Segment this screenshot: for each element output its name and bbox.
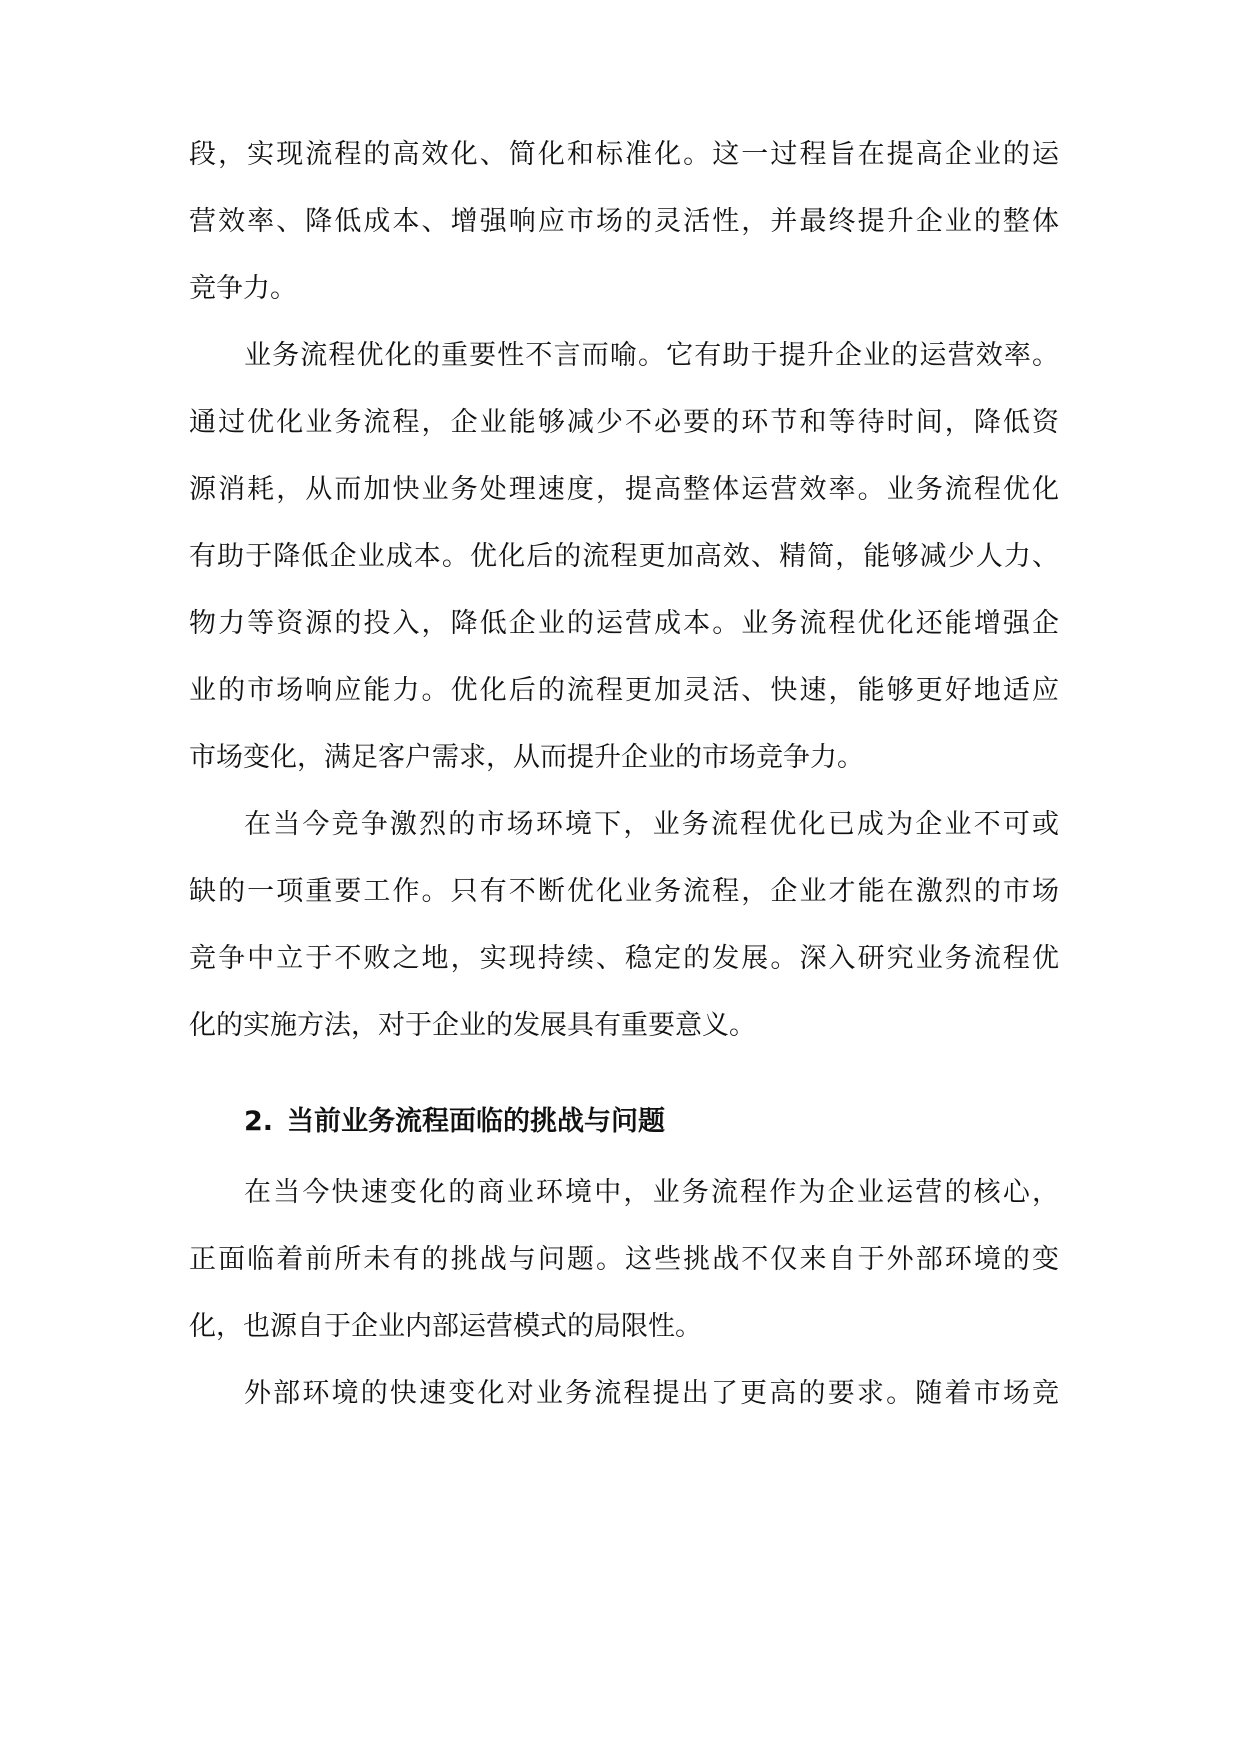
section-paragraph-1-line-1: 在当今快速变化的商业环境中，业务流程作为企业运营的核心， [244, 1177, 1059, 1208]
paragraph-3-line-1: 在当今竞争激烈的市场环境下，业务流程优化已成为企业不可或 [244, 809, 1059, 840]
paragraph-1-line-1: 段，实现流程的高效化、简化和标准化。这一过程旨在提高企业的运 [189, 139, 1059, 170]
paragraph-1-line-3: 竞争力。 [189, 273, 297, 304]
paragraph-2-line-3: 源消耗，从而加快业务处理速度，提高整体运营效率。业务流程优化 [189, 474, 1059, 505]
paragraph-2-line-4: 有助于降低企业成本。优化后的流程更加高效、精简，能够减少人力、 [189, 541, 1059, 572]
section-number: 2. [244, 1106, 274, 1137]
paragraph-1-line-2: 营效率、降低成本、增强响应市场的灵活性，并最终提升企业的整体 [189, 206, 1059, 237]
paragraph-3-line-3: 竞争中立于不败之地，实现持续、稳定的发展。深入研究业务流程优 [189, 943, 1059, 974]
paragraph-2-line-2: 通过优化业务流程，企业能够减少不必要的环节和等待时间，降低资 [189, 407, 1059, 438]
paragraph-2-line-7: 市场变化，满足客户需求，从而提升企业的市场竞争力。 [189, 742, 864, 773]
paragraph-2-line-6: 业的市场响应能力。优化后的流程更加灵活、快速，能够更好地适应 [189, 675, 1059, 706]
paragraph-3-line-2: 缺的一项重要工作。只有不断优化业务流程，企业才能在激烈的市场 [189, 876, 1059, 907]
section-paragraph-1-line-2: 正面临着前所未有的挑战与问题。这些挑战不仅来自于外部环境的变 [189, 1244, 1059, 1275]
section-heading [244, 1105, 665, 1139]
section-paragraph-2-line-1: 外部环境的快速变化对业务流程提出了更高的要求。随着市场竞 [244, 1378, 1059, 1409]
paragraph-2-line-1: 业务流程优化的重要性不言而喻。它有助于提升企业的运营效率。 [244, 340, 1059, 371]
paragraph-3-line-4: 化的实施方法，对于企业的发展具有重要意义。 [189, 1010, 756, 1041]
paragraph-2-line-5: 物力等资源的投入，降低企业的运营成本。业务流程优化还能增强企 [189, 608, 1059, 639]
section-title: 当前业务流程面临的挑战与问题 [287, 1106, 666, 1137]
section-paragraph-1-line-3: 化，也源自于企业内部运营模式的局限性。 [189, 1311, 702, 1342]
